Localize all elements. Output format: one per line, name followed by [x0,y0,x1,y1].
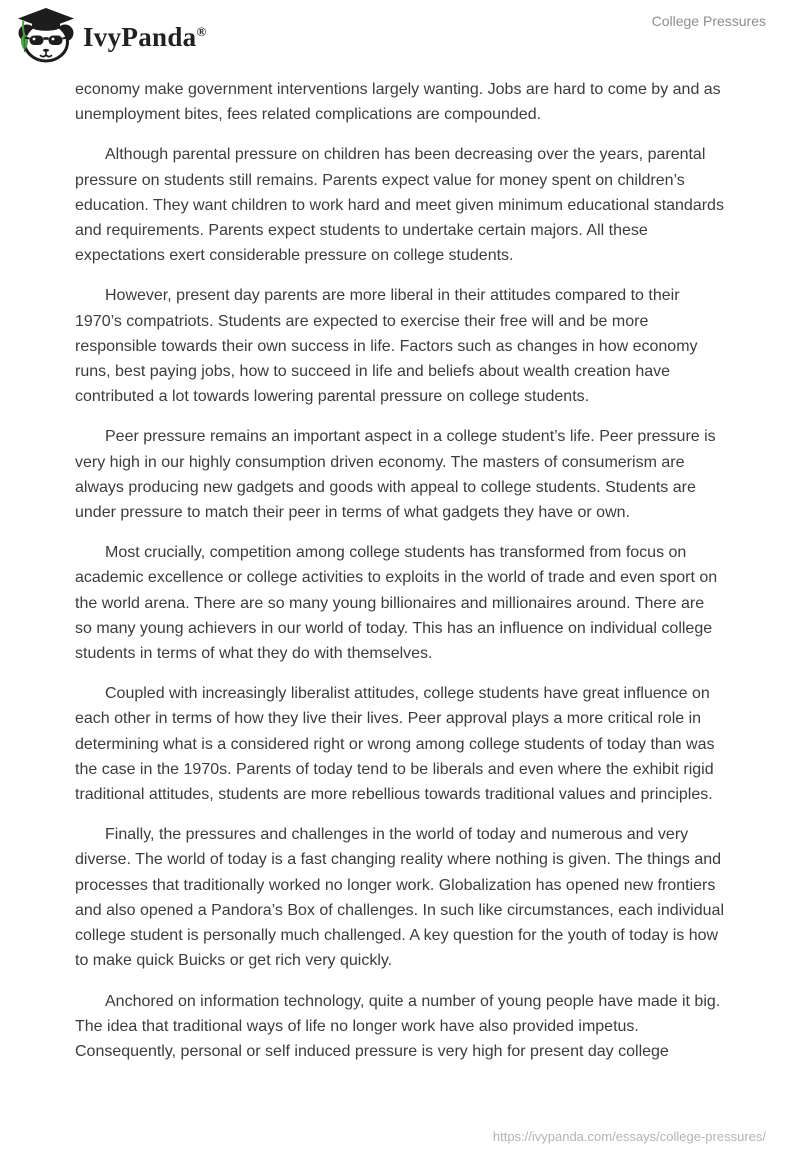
document-title: College Pressures [651,13,766,29]
article-paragraph: Although parental pressure on children has been decreasing over the years, parental pressure on students still remains. Parents expect value for money spent on children’s education. They want children to work hard and meet given minimum educational standards and requirements. Parents expect students to undertake certain majors. All these expectations exert considerable pressure on college students. [75,146,724,265]
ivypanda-panda-logo-icon [14,7,78,63]
source-url: https://ivypanda.com/essays/college-pressures/ [492,1129,766,1144]
article-paragraph: economy make government interventions largely wanting. Jobs are hard to come by and as unemployment bites, fees related complications are compounded. [75,81,721,124]
page-footer [493,1129,766,1144]
article-paragraph: Peer pressure remains an important aspect in a college student’s life. Peer pressure is very high in our highly consumption driven economy. The masters of consumerism are always producing new gadgets and goods with appeal to college students. Students are under pressure to match their peer in terms of what gadgets they have or own. [75,428,716,522]
article-paragraph: Finally, the pressures and challenges in the world of today and numerous and very diverse. The world of today is a fast changing reality where nothing is given. The things and processes that traditionally worked no longer work. Globalization has opened new frontiers and also opened a Pandora’s Box of challenges. In such like circumstances, each individual college student is personally much challenged. A key question for the youth of today is how to make quick Buicks or get rich very quickly. [75,826,724,970]
article-paragraph: However, present day parents are more liberal in their attitudes compared to their 1970’s compatriots. Students are expected to exercise their free will and be more responsible towards their own success in life. Factors such as changes in how economy runs, best paying jobs, how to succeed in life and beliefs about wealth creation have contributed a lot towards lowering parental pressure on college students. [75,287,698,406]
brand[interactable] [14,4,206,65]
article-paragraph: Anchored on information technology, quite a number of young people have made it big. The idea that traditional ways of life no longer work have also provided impetus. Consequently, personal or self induced pressure is very high for present day college [75,992,721,1060]
brand-name [83,4,206,65]
brand-name-text: IvyPanda [83,22,197,52]
page-header [0,0,800,70]
article-paragraph: Coupled with increasingly liberalist attitudes, college students have great influence on each other in terms of how they live their lives. Peer approval plays a more critical role in determining what is a considered right or wrong among college students of today than was the case in the 1970s. Parents of today tend to be liberals and even where the exhibit rigid traditional attitudes, students are more rebellious towards traditional values and principles. [75,685,715,804]
essay-body [75,77,725,1079]
article-paragraph: Most crucially, competition among college students has transformed from focus on academic excellence or college activities to exploits in the world of trade and even sport on the world arena. There are so many young billionaires and millionaires around. There are so many young achievers in our world of today. This has an influence on individual college students in terms of what they do with themselves. [75,544,718,663]
registered-trademark-symbol: ® [196,24,207,39]
